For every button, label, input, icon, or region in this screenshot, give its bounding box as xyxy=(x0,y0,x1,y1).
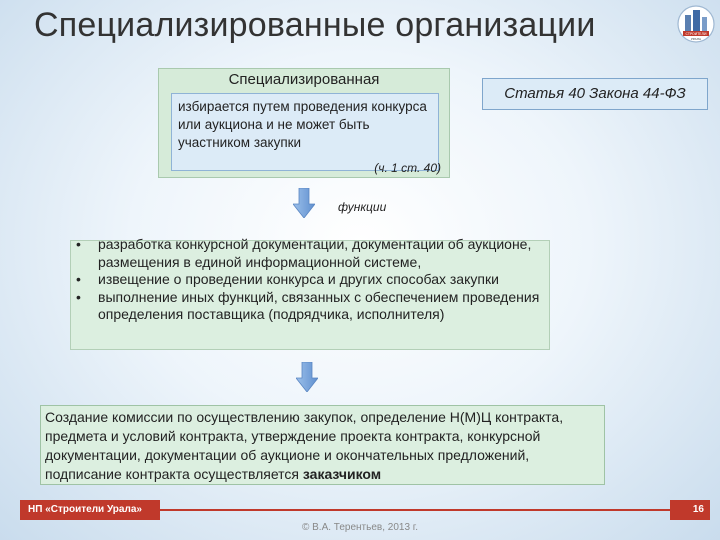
footer-organization: НП «Строители Урала» xyxy=(20,500,160,520)
down-arrow-icon xyxy=(296,362,318,392)
customer-box-text: Создание комиссии по осуществлению закупок, определение Н(М)Ц контракта, предмета и условий контракта, утверждение проекта контракта, конкурсной документации, документации об аукционе и окончательных предложений, подписание контракта осуществляется xyxy=(45,409,564,482)
list-item: • выполнение иных функций, связанных с обеспечением проведения определения поставщика (подрядчика, исполнителя) xyxy=(70,289,540,324)
list-item: • извещение о проведении конкурса и других способах закупки xyxy=(70,271,540,289)
specialized-box-title: Специализированная xyxy=(228,71,380,88)
specialized-box-text: избирается путем проведения конкурса или аукциона и не может быть участником закупки xyxy=(178,99,427,150)
functions-label: функции xyxy=(338,200,387,214)
down-arrow-icon xyxy=(293,188,315,218)
slide-title: Специализированные организации xyxy=(34,6,596,44)
specialized-organization-box xyxy=(158,68,450,178)
specialized-box-reference: (ч. 1 ст. 40) xyxy=(374,161,441,175)
customer-emphasis: заказчиком xyxy=(302,466,382,482)
functions-list xyxy=(70,236,540,324)
footer-divider xyxy=(160,509,670,511)
logo-text-top: СТРОИТЕЛИ xyxy=(685,32,707,36)
list-item: • разработка конкурсной документации, документации об аукционе, размещения в единой информационной системе, xyxy=(70,236,540,271)
copyright-text: © В.А. Терентьев, 2013 г. xyxy=(301,522,419,533)
specialized-box-description xyxy=(171,93,439,171)
customer-responsibilities-box xyxy=(40,405,605,485)
logo-text-bottom: УРАЛА xyxy=(691,37,701,41)
building-logo-icon xyxy=(676,4,716,44)
slide-number: 16 xyxy=(670,500,710,520)
law-article-box: Статья 40 Закона 44-ФЗ xyxy=(482,78,708,110)
